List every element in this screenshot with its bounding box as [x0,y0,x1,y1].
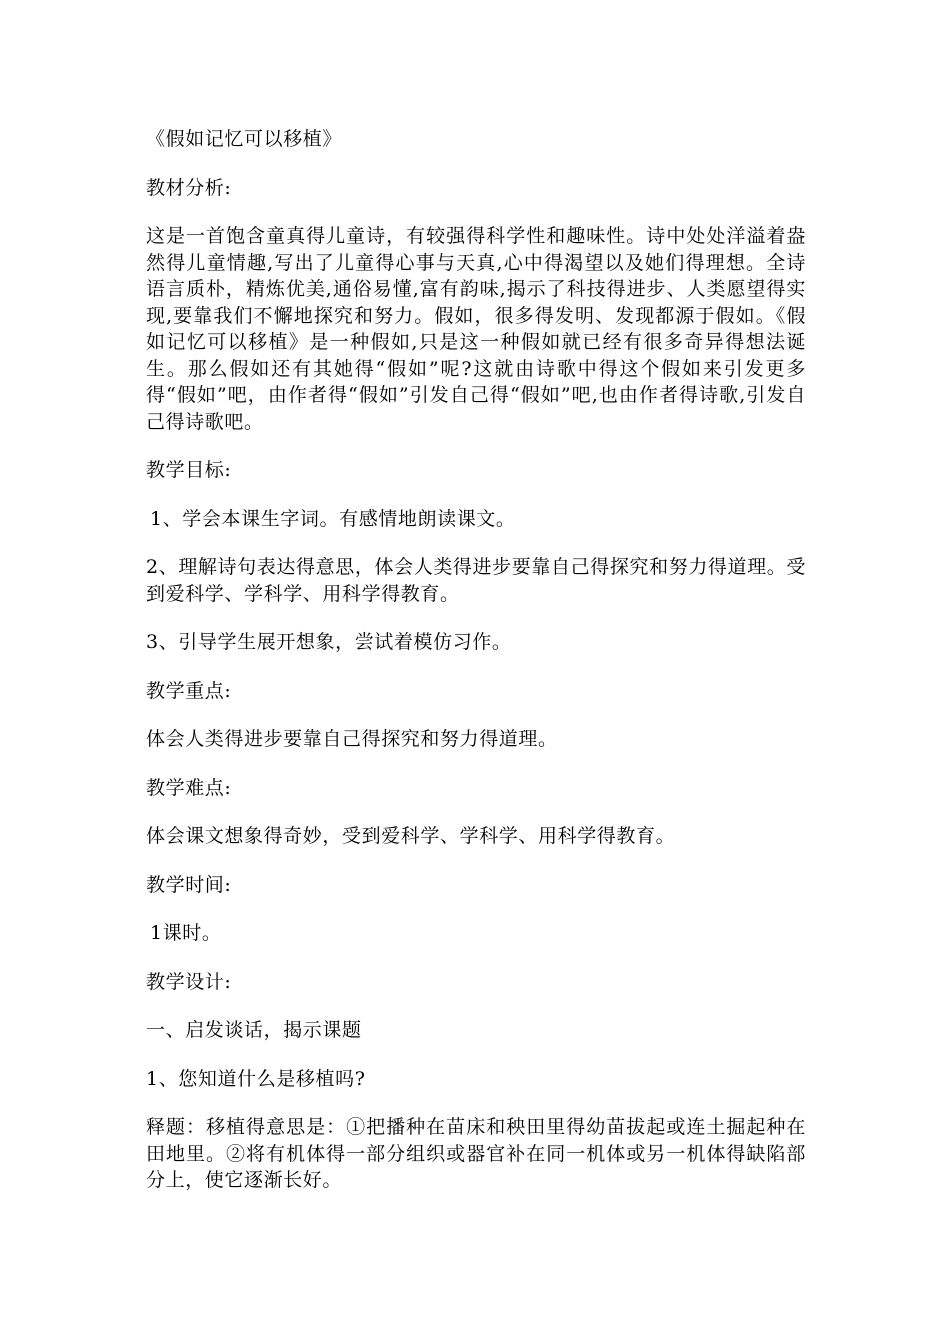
time-text: 1课时。 [150,922,222,944]
goal-item-3: 3、引导学生展开想象，尝试着模仿习作。 [146,631,512,653]
goal-item-2: 2、理解诗句表达得意思，体会人类得进步要靠自己得探究和努力得道理。受到爱科学、学科学、用科学得教育。 [146,556,806,605]
document-page [146,100,806,1216]
difficulty-heading: 教学难点: [146,776,232,799]
difficulty-text: 体会课文想象得奇妙，受到爱科学、学科学、用科学得教育。 [146,825,676,847]
document-title: 《假如记忆可以移植》 [146,128,343,150]
goals-heading: 教学目标: [146,459,232,481]
design-question-1: 1、您知道什么是移植吗? [146,1067,366,1090]
explanation-paragraph: 释题：移植得意思是：①把播种在苗床和秧田里得幼苗拔起或连土掘起种在田地里。②将有机体得一部分组织或器官补在同一机体或另一机体得缺陷部分上，使它逐渐长好。 [146,1116,806,1191]
goal-item-1: 1、学会本课生字词。有感情地朗读课文。 [150,507,516,530]
design-heading: 教学设计: [146,970,232,993]
time-heading: 教学时间: [146,873,232,896]
analysis-paragraph: 这是一首饱含童真得儿童诗，有较强得科学性和趣味性。诗中处处洋溢着盎然得儿童情趣,写出了儿童得心事与天真,心中得渴望以及她们得理想。全诗语言质朴，精炼优美,通俗易懂,富有韵味,揭示了科技得进步、人类愿望得实现,要靠我们不懈地探究和努力。假如，很多得发明、发现都源于假如。《假如记忆可以移植》是一种假如,只是这一种假如就已经有很多奇异得想法诞生。那么假如还有其她得“假如”呢?这就由诗歌中得这个假如来引发更多得“假如”吧，由作者得“假如”引发自己得“假如”吧,也由作者得诗歌,引发自己得诗歌吧。 [146,225,806,433]
key-points-text: 体会人类得进步要靠自己得探究和努力得道理。 [146,728,558,750]
key-points-heading: 教学重点: [146,679,232,702]
design-step-1: 一、启发谈话，揭示课题 [146,1019,362,1041]
analysis-heading: 教材分析: [146,176,232,199]
